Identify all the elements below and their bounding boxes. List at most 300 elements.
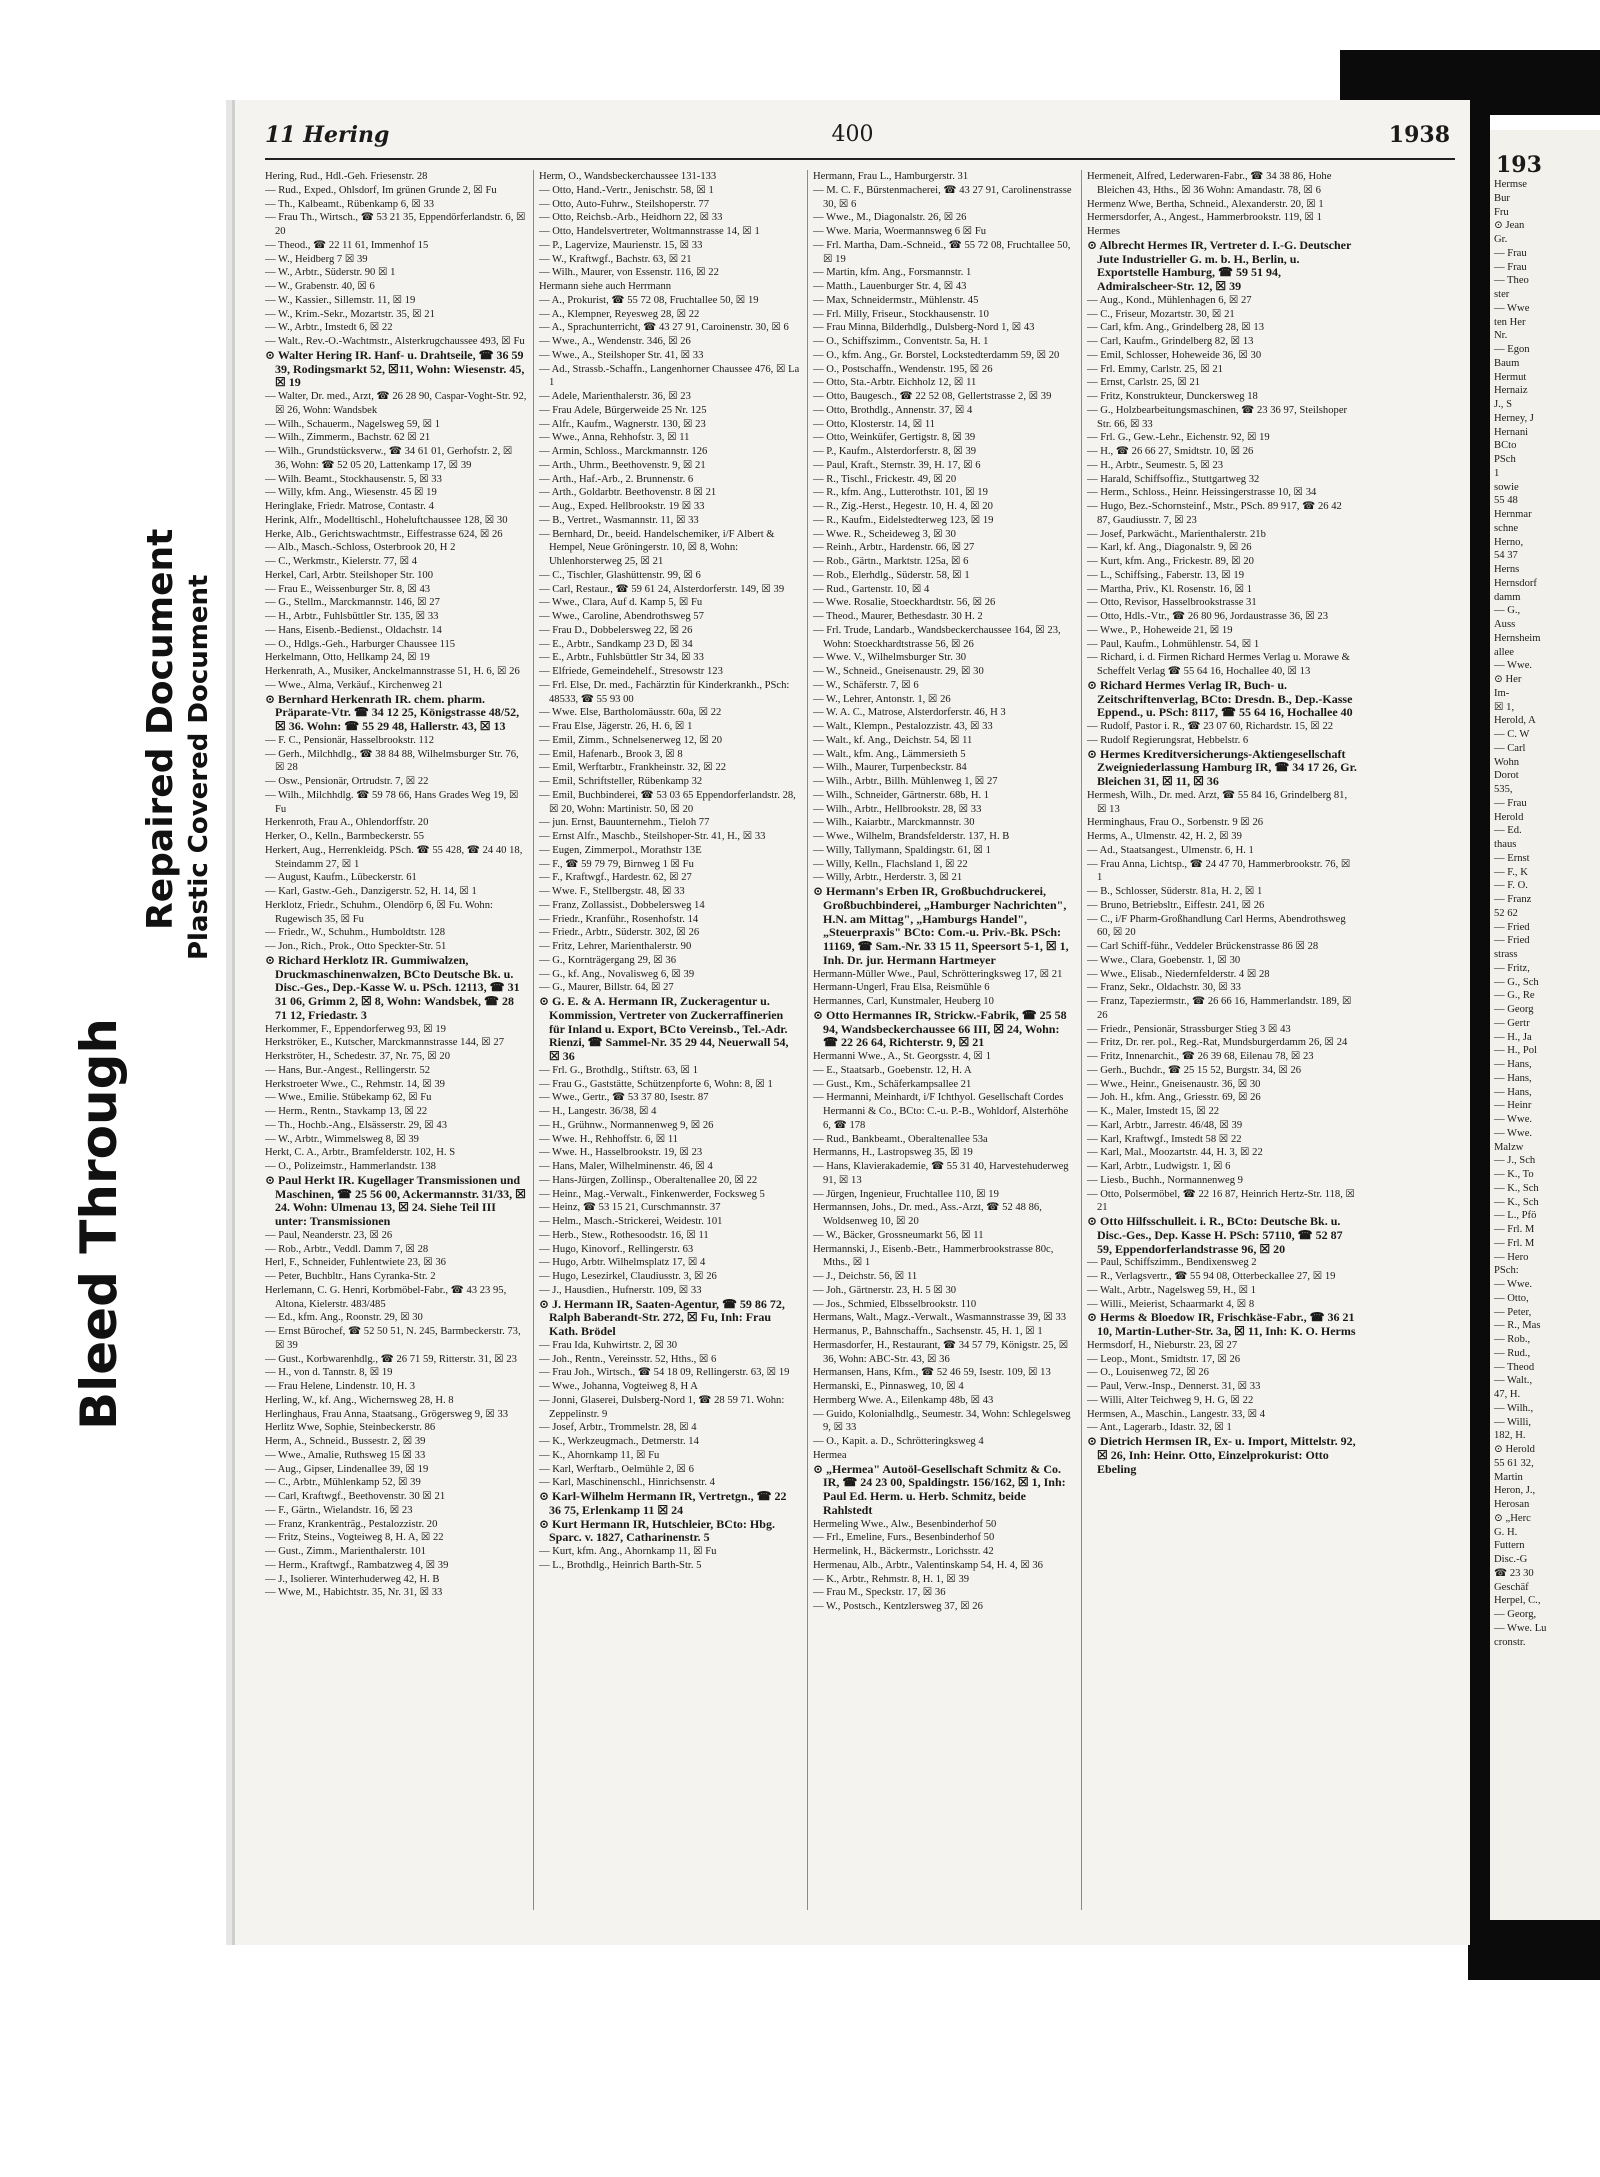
directory-entry: — H., von d. Tannstr. 8, ☒ 19 bbox=[265, 1367, 393, 1379]
directory-entry: — Willy, Arbtr., Herderstr. 3, ☒ 21 bbox=[813, 872, 963, 884]
directory-entry: — Otto, Revisor, Hasselbrookstrasse 31 bbox=[1087, 597, 1257, 609]
directory-entry: — Peter, Buchbltr., Hans Cyranka-Str. 2 bbox=[265, 1271, 436, 1282]
directory-entry: — G., kf. Ang., Novalisweg 6, ☒ 39 bbox=[539, 968, 695, 980]
next-page-entry-fragment: Futtern bbox=[1494, 1540, 1525, 1552]
next-page-entry-fragment: Baum bbox=[1494, 357, 1520, 369]
directory-entry: Hermanns, H., Lastropsweg 35, ☒ 19 bbox=[813, 1147, 973, 1159]
column-1 bbox=[265, 170, 527, 1920]
directory-entry: ⊙ Richard Hermes Verlag IR, Buch- u. Zeitschriftenverlag, BCto: Dresdn. B., Dep.-Kasse Eppend., u. PSch: 8117, ☎ 55 64 16, Hochallee 40 bbox=[1087, 677, 1353, 720]
next-page-entry-fragment: Nr. bbox=[1494, 330, 1508, 342]
directory-entry: — C., Friseur, Mozartstr. 30, ☒ 21 bbox=[1087, 308, 1235, 320]
directory-entry: — Hans, Eisenb.-Bedienst., Oldachstr. 14 bbox=[265, 624, 442, 636]
next-page-entry-fragment: Herold bbox=[1494, 811, 1524, 823]
directory-entry: Hermesh, Wilh., Dr. med. Arzt, ☎ 55 84 16, Grindelberg 81, ☒ 13 bbox=[1087, 789, 1348, 815]
next-page-entry-fragment: — Wwe. bbox=[1494, 660, 1533, 672]
directory-entry: — Frl. Martha, Dam.-Schneid., ☎ 55 72 08, Fruchtallee 50, ☒ 19 bbox=[813, 239, 1071, 265]
next-page-entry-fragment: Herno, bbox=[1494, 536, 1524, 548]
directory-entry: — Emil, Buchbinderei, ☎ 53 03 65 Eppendorferlandstr. 28, ☒ 20, Wohn: Martinistr. 50, ☒ 20 bbox=[539, 789, 796, 815]
next-page-entry-fragment: Auss bbox=[1494, 619, 1516, 630]
directory-entry: — Walt., kf. Ang., Deichstr. 54, ☒ 11 bbox=[813, 734, 973, 746]
directory-entry: — Harald, Schiffsoffiz., Stuttgartweg 32 bbox=[1087, 473, 1260, 485]
directory-entry: Hering, Rud., Hdl.-Geh. Friesenstr. 28 bbox=[265, 171, 428, 182]
column-3 bbox=[813, 170, 1075, 1920]
directory-entry: — Leop., Mont., Smidtstr. 17, ☒ 26 bbox=[1087, 1353, 1241, 1365]
next-page-entry-fragment: — Wwe bbox=[1494, 302, 1530, 314]
next-page-entry-fragment: BCto bbox=[1494, 440, 1517, 452]
next-page-entry-fragment: Herold, A bbox=[1494, 715, 1536, 727]
directory-entry: — G., Maurer, Billstr. 64, ☒ 27 bbox=[539, 982, 674, 994]
directory-entry: — Bernhard, Dr., beeid. Handelschemiker, i/F Albert & Hempel, Neue Gröningerstr. 10, ☒ 8, Wohn: Uhlenhorsterweg 25, ☒ 21 bbox=[539, 528, 775, 567]
directory-entry: Herlinghaus, Frau Anna, Staatsang., Grögersweg 9, ☒ 33 bbox=[265, 1408, 509, 1420]
directory-entry: — Karl, Gastw.-Geh., Danzigerstr. 52, H. 14, ☒ 1 bbox=[265, 886, 477, 897]
directory-entry: — F., Gärtn., Wielandstr. 16, ☒ 23 bbox=[265, 1504, 413, 1516]
directory-entry: — Wilh., Maurer, Turpenbeckstr. 84 bbox=[813, 762, 967, 774]
directory-entry: Hermenz Wwe, Bertha, Schneid., Alexanderstr. 20, ☒ 1 bbox=[1087, 198, 1324, 210]
annotation-strip bbox=[60, 430, 214, 1440]
directory-entry: Herkt, C. A., Arbtr., Bramfelderstr. 102, H. S bbox=[265, 1147, 456, 1159]
directory-entry: Herms, A., Ulmenstr. 42, H. 2, ☒ 39 bbox=[1087, 831, 1242, 842]
directory-entry: Hermersdorfer, A., Angest., Hammerbrookstr. 119, ☒ 1 bbox=[1087, 212, 1322, 224]
directory-entry: — Paul, Kaufm., Lohmühlenstr. 54, ☒ 1 bbox=[1087, 638, 1260, 650]
directory-entry: — Hugo, Bez.-Schornsteinf., Mstr., PSch. 89 917, ☎ 26 42 87, Gaudiusstr. 7, ☒ 23 bbox=[1087, 501, 1342, 526]
next-page-entry-fragment: PSch bbox=[1494, 454, 1516, 465]
directory-entry: — Frau Anna, Lichtsp., ☎ 24 47 70, Hammerbrookstr. 76, ☒ 1 bbox=[1087, 858, 1351, 884]
next-page-entry-fragment: — Hans, bbox=[1494, 1086, 1532, 1098]
directory-entry: — Frau Th., Wirtsch., ☎ 53 21 35, Eppendörferlandstr. 6, ☒ 20 bbox=[265, 212, 526, 237]
directory-entry: Herlitz Wwe, Sophie, Steinbeckerstr. 86 bbox=[265, 1422, 436, 1434]
next-page-entry-fragment: damm bbox=[1494, 591, 1521, 603]
directory-entry: — Frl. Milly, Friseur., Stockhausenstr. 10 bbox=[813, 308, 989, 320]
directory-entry: — Frau Joh., Wirtsch., ☎ 54 18 09, Rellingerstr. 63, ☒ 19 bbox=[539, 1367, 790, 1379]
directory-entry: — Wilh., Zimmerm., Bachstr. 62 ☒ 21 bbox=[265, 432, 431, 444]
next-page-entry-fragment: 1 bbox=[1494, 467, 1500, 479]
directory-entry: — Osw., Pensionär, Ortrudstr. 7, ☒ 22 bbox=[265, 776, 429, 787]
next-page-entry-fragment: — Fried bbox=[1494, 935, 1530, 947]
directory-entry: — W., Bäcker, Grossneumarkt 56, ☒ 11 bbox=[813, 1229, 984, 1241]
directory-entry: — Carl, Kaufm., Grindelberg 82, ☒ 13 bbox=[1087, 336, 1254, 347]
directory-entry: — Joh., Rentn., Vereinsstr. 52, Hths., ☒ 6 bbox=[539, 1353, 717, 1365]
directory-entry: — Josef, Arbtr., Trommelstr. 28, ☒ 4 bbox=[539, 1422, 697, 1434]
directory-entry: — L., Schiffsing., Faberstr. 13, ☒ 19 bbox=[1087, 569, 1245, 581]
directory-entry: — K., Ahornkamp 11, ☒ Fu bbox=[539, 1449, 660, 1461]
directory-entry: — Hans, Klavierakademie, ☎ 55 31 40, Harvestehuderweg 91, ☒ 13 bbox=[813, 1161, 1069, 1186]
page-header bbox=[235, 100, 1470, 162]
directory-entry: Hermes bbox=[1087, 226, 1120, 237]
directory-entry: — Franz, Zollassist., Dobbelersweg 14 bbox=[539, 899, 705, 911]
directory-entry: Herkommer, F., Eppendorferweg 93, ☒ 19 bbox=[265, 1023, 446, 1035]
directory-entry: — Theod., ☎ 22 11 61, Immenhof 15 bbox=[265, 239, 429, 251]
directory-entry: Hermansen, Hans, Kfm., ☎ 52 46 59, Isestr. 109, ☒ 13 bbox=[813, 1367, 1051, 1379]
directory-entry: — E., Staatsarb., Goebenstr. 12, H. A bbox=[813, 1064, 972, 1076]
directory-entry: — Wwe., A., Wendenstr. 346, ☒ 26 bbox=[539, 336, 691, 347]
directory-entry: — Otto, Baugesch., ☎ 22 52 08, Gellertstrasse 2, ☒ 39 bbox=[813, 391, 1052, 402]
directory-entry: Herklotz, Friedr., Schuhm., Olendörp 6, ☒ Fu. Wohn: Rugewisch 35, ☒ Fu bbox=[265, 899, 493, 925]
directory-entry: — Frl. G., Gew.-Lehr., Eichenstr. 92, ☒ 19 bbox=[1087, 432, 1270, 444]
directory-entry: — Josef, Parkwächt., Marienthalerstr. 21b bbox=[1087, 528, 1266, 540]
directory-entry: — F., Kraftwgf., Hardestr. 62, ☒ 27 bbox=[539, 872, 692, 884]
directory-entry: — Otto, Hdls.-Vtr., ☎ 26 80 96, Jordaustrasse 36, ☒ 23 bbox=[1087, 611, 1329, 622]
directory-entry: — Willy, Tallymann, Spaldingstr. 61, ☒ 1 bbox=[813, 844, 991, 856]
next-page-entry-fragment: J., S bbox=[1494, 399, 1512, 410]
directory-entry: — Wwe. H., Hasselbrookstr. 19, ☒ 23 bbox=[539, 1147, 703, 1159]
directory-entry: — Wwe., Clara, Auf d. Kamp 5, ☒ Fu bbox=[539, 597, 703, 609]
directory-entry: — Herb., Stew., Rothesoodstr. 16, ☒ 11 bbox=[539, 1229, 709, 1241]
directory-entry: — W., Kassier., Sillemstr. 11, ☒ 19 bbox=[265, 294, 416, 306]
directory-entry: — Jürgen, Ingenieur, Fruchtallee 110, ☒ 19 bbox=[813, 1188, 999, 1200]
next-page-entry-fragment: Herpel, C., bbox=[1494, 1595, 1541, 1607]
directory-entry: — H., ☎ 26 66 27, Smidtstr. 10, ☒ 26 bbox=[1087, 446, 1254, 457]
directory-entry: — Ernst Bürochef, ☎ 52 50 51, N. 245, Barmbeckerstr. 73, ☒ 39 bbox=[265, 1326, 521, 1351]
directory-entry: Hermann, Frau L., Hamburgerstr. 31 bbox=[813, 171, 969, 182]
directory-entry: — Arth., Haf.-Arb., 2. Brunnenstr. 6 bbox=[539, 473, 694, 485]
scan-edge-bottom bbox=[1468, 1920, 1600, 1980]
directory-entry: ⊙ Walter Hering IR. Hanf- u. Drahtseile, ☎ 36 59 39, Rodingsmarkt 52, ☒11, Wohn: Wiesenstr. 45, ☒ 19 bbox=[265, 347, 525, 390]
next-page-entry-fragment: — Ed. bbox=[1494, 825, 1522, 837]
directory-entry: — W., Lehrer, Antonstr. 1, ☒ 26 bbox=[813, 693, 951, 705]
directory-entry: — R., kfm. Ang., Lutterothstr. 101, ☒ 19 bbox=[813, 487, 988, 499]
next-page-entry-fragment: — Theod bbox=[1494, 1361, 1535, 1373]
directory-entry: — Hugo, Arbtr. Wilhelmsplatz 17, ☒ 4 bbox=[539, 1257, 706, 1269]
next-page-entry-fragment: — Carl bbox=[1494, 742, 1526, 754]
directory-entry: — Elfriede, Gemeindehelf., Stresowstr 123 bbox=[539, 666, 723, 677]
next-page-entry-fragment: 535, bbox=[1494, 784, 1513, 795]
directory-entry: — Karl, Werftarb., Oelmühle 2, ☒ 6 bbox=[539, 1463, 694, 1475]
directory-entry: — Martha, Priv., Kl. Rosenstr. 16, ☒ 1 bbox=[1087, 583, 1253, 595]
next-page-entry-fragment: ⊙ Herold bbox=[1494, 1444, 1535, 1455]
next-page-entry-fragment: — G., Re bbox=[1494, 990, 1535, 1002]
directory-entry: — Willy, kfm. Ang., Wiesenstr. 45 ☒ 19 bbox=[265, 487, 437, 499]
directory-entry: — Friedr., Arbtr., Süderstr. 302, ☒ 26 bbox=[539, 927, 700, 939]
next-page-entry-fragment: — Fritz, bbox=[1494, 962, 1530, 974]
directory-entry: — W., Arbtr., Süderstr. 90 ☒ 1 bbox=[265, 267, 396, 279]
directory-entry: Herkert, Aug., Herrenkleidg. PSch. ☎ 55 428, ☎ 24 40 18, Steindamm 27, ☒ 1 bbox=[265, 844, 523, 870]
page-number: 400 bbox=[831, 122, 874, 147]
directory-entry: Hermannski, J., Eisenb.-Betr., Hammerbrookstrasse 80c, Mths., ☒ 1 bbox=[813, 1243, 1054, 1269]
directory-entry: — B., Vertret., Wasmannstr. 11, ☒ 33 bbox=[539, 514, 699, 526]
directory-entry: — Otto, Reichsb.-Arb., Heidhorn 22, ☒ 33 bbox=[539, 212, 723, 224]
directory-entry: — R., Zig.-Herst., Hegestr. 10, H. 4, ☒ 20 bbox=[813, 501, 993, 512]
directory-entry: — G., Holzbearbeitungsmaschinen, ☎ 23 36 97, Steilshoper Str. 66, ☒ 33 bbox=[1087, 404, 1348, 430]
directory-entry: — Hugo, Kinovorf., Rellingerstr. 63 bbox=[539, 1243, 694, 1255]
next-page-entry-fragment: Martin bbox=[1494, 1471, 1523, 1483]
directory-entry: — Kurt, kfm. Ang., Ahornkamp 11, ☒ Fu bbox=[539, 1546, 717, 1557]
directory-entry: — Wwe. H., Rehhoffstr. 6, ☒ 11 bbox=[539, 1133, 679, 1145]
directory-entry: — Wwe., Elisab., Niedernfelderstr. 4 ☒ 28 bbox=[1087, 968, 1270, 980]
column-4 bbox=[1087, 170, 1357, 1920]
directory-entry: — Wwe. F., Stellbergstr. 48, ☒ 33 bbox=[539, 886, 685, 897]
directory-entry: — Frl. Trude, Landarb., Wandsbeckerchaussee 164, ☒ 23, Wohn: Stoeckhardtstrasse 56, ☒ 26 bbox=[813, 624, 1061, 650]
directory-entry: — Frl., Emeline, Furs., Besenbinderhof 50 bbox=[813, 1532, 995, 1544]
next-page-entry-fragment: 47, H. bbox=[1494, 1389, 1521, 1400]
bleed-through-label: Bleed Through bbox=[70, 1018, 128, 1430]
next-page-entry-fragment: — Wwe. bbox=[1494, 1279, 1533, 1290]
next-page-entry-fragment: — Frl. M bbox=[1494, 1224, 1535, 1235]
directory-entry: — Otto, Auto-Fuhrw., Steilshoperstr. 77 bbox=[539, 198, 709, 210]
directory-entry: — Aug., Exped. Hellbrookstr. 19 ☒ 33 bbox=[539, 501, 705, 512]
directory-entry: — Alb., Masch.-Schloss, Osterbrook 20, H 2 bbox=[265, 542, 456, 554]
directory-entry: Hermann siehe auch Herrmann bbox=[539, 281, 672, 292]
directory-entry: — Wwe. R., Scheideweg 3, ☒ 30 bbox=[813, 528, 956, 540]
directory-entry: — Adele, Marienthalerstr. 36, ☒ 23 bbox=[539, 391, 691, 402]
next-page-column bbox=[1490, 178, 1600, 1649]
directory-entry: — O., Hdlgs.-Geh., Harburger Chaussee 115 bbox=[265, 638, 456, 650]
directory-entry: — Wilh., Grundstücksverw., ☎ 34 61 01, Gerhofstr. 2, ☒ 36, Wohn: ☎ 52 05 20, Lattenkamp 17, ☒ 39 bbox=[265, 446, 513, 471]
directory-entry: Hermannes, Carl, Kunstmaler, Heuberg 10 bbox=[813, 996, 994, 1007]
next-page-entry-fragment: Heron, J., bbox=[1494, 1485, 1536, 1497]
directory-entry: — C., i/F Pharm-Großhandlung Carl Herms, Abendrothsweg 60, ☒ 20 bbox=[1087, 913, 1346, 939]
directory-entry: — Wwe., M., Diagonalstr. 26, ☒ 26 bbox=[813, 212, 967, 224]
directory-entry: — M. C. F., Bürstenmacherei, ☎ 43 27 91, Carolinenstrasse 30, ☒ 6 bbox=[813, 184, 1072, 210]
directory-entry: — Wilh., Schauerm., Nagelsweg 59, ☒ 1 bbox=[265, 418, 441, 430]
next-page-entry-fragment: — Otto, bbox=[1494, 1292, 1529, 1304]
directory-entry: — Wilh., Milchhdlg. ☎ 59 78 66, Hans Grades Weg 19, ☒ Fu bbox=[265, 789, 519, 815]
directory-entry: — Friedr., Pensionär, Strassburger Stieg 3 ☒ 43 bbox=[1087, 1023, 1291, 1035]
directory-entry: — Joh. H., kfm. Ang., Griesstr. 69, ☒ 26 bbox=[1087, 1092, 1261, 1104]
directory-entry: — Karl, Arbtr., Ludwigstr. 1, ☒ 6 bbox=[1087, 1161, 1231, 1172]
next-page-entry-fragment: 54 37 bbox=[1494, 550, 1518, 562]
directory-entry: — Wwe. Else, Bartholomäusstr. 60a, ☒ 22 bbox=[539, 707, 722, 719]
directory-entry: — Fritz, Innenarchit., ☎ 26 39 68, Eilenau 78, ☒ 23 bbox=[1087, 1051, 1314, 1062]
next-page-entry-fragment: — Ernst bbox=[1494, 852, 1530, 864]
next-page-entry-fragment: 55 61 32, bbox=[1494, 1457, 1534, 1469]
directory-entry: — Wwe., Gertr., ☎ 53 37 80, Isestr. 87 bbox=[539, 1092, 709, 1104]
directory-entry: — Carl, Kraftwgf., Beethovenstr. 30 ☒ 21 bbox=[265, 1491, 446, 1502]
next-page-entry-fragment: — K., Sch bbox=[1494, 1196, 1539, 1208]
directory-entry: — Carl, kfm. Ang., Grindelberg 28, ☒ 13 bbox=[1087, 322, 1265, 334]
directory-entry: — Friedr., Kranführ., Rosenhofstr. 14 bbox=[539, 913, 699, 925]
directory-entry: — Otto, Brothdlg., Annenstr. 37, ☒ 4 bbox=[813, 404, 973, 416]
directory-entry: — Carl Schiff-führ., Veddeler Brückenstrasse 86 ☒ 28 bbox=[1087, 941, 1319, 952]
directory-entry: — W., Kraftwgf., Bachstr. 63, ☒ 21 bbox=[539, 253, 692, 265]
directory-entry: — Frau Ida, Kuhwirtstr. 2, ☒ 30 bbox=[539, 1339, 678, 1351]
directory-entry: — Gust., Zimm., Marienthalerstr. 101 bbox=[265, 1546, 426, 1557]
directory-entry: — W. A. C., Matrose, Alsterdorferstr. 46, H 3 bbox=[813, 707, 1006, 719]
directory-entry: — Ernst Alfr., Maschb., Steilshoper-Str. 41, H., ☒ 33 bbox=[539, 831, 766, 842]
directory-entry: ⊙ Dietrich Hermsen IR, Ex- u. Import, Mittelstr. 92, ☒ 26, Inh: Heinr. Otto, Einzelprokurist: Otto Ebeling bbox=[1087, 1434, 1356, 1476]
directory-entry: — O., Kapit. a. D., Schrötteringksweg 4 bbox=[813, 1436, 984, 1447]
directory-entry: Hermanus, P., Bahnschaffn., Sachsenstr. 45, H. 1, ☒ 1 bbox=[813, 1326, 1043, 1337]
next-page-entry-fragment: cronstr. bbox=[1494, 1636, 1526, 1648]
next-page-entry-fragment: G. H. bbox=[1494, 1526, 1518, 1538]
directory-entry: Heringlake, Friedr. Matrose, Contastr. 4 bbox=[265, 501, 434, 512]
directory-entry: — jun. Ernst, Bauunternehm., Tieloh 77 bbox=[539, 817, 710, 829]
directory-entry: — Karl, kf. Ang., Diagonalstr. 9, ☒ 26 bbox=[1087, 542, 1252, 554]
next-page-entry-fragment: — J., Sch bbox=[1494, 1155, 1536, 1167]
directory-entry: Herkenroth, Frau A., Ohlendorffstr. 20 bbox=[265, 817, 429, 829]
next-page-entry-fragment: — G., Sch bbox=[1494, 976, 1539, 988]
directory-entry: — J., Isolierer. Winterhuderweg 42, H. B bbox=[265, 1573, 440, 1585]
directory-entry: — Fritz, Steins., Vogteiweg 8, H. A, ☒ 22 bbox=[265, 1532, 444, 1544]
directory-entry: — Wwe., Amalie, Ruthsweg 15 ☒ 33 bbox=[265, 1449, 426, 1461]
directory-entry: — L., Brothdlg., Heinrich Barth-Str. 5 bbox=[539, 1559, 702, 1571]
directory-entry: — C., Arbtr., Mühlenkamp 52, ☒ 39 bbox=[265, 1477, 421, 1489]
directory-entry: — Wwe. Maria, Woermannsweg 6 ☒ Fu bbox=[813, 226, 987, 237]
repaired-document-label: Repaired Document bbox=[140, 528, 181, 930]
directory-entry: Herkelmann, Otto, Hellkamp 24, ☒ 19 bbox=[265, 652, 430, 664]
directory-entry: — Walt., Klempn., Pestalozzistr. 43, ☒ 33 bbox=[813, 721, 993, 732]
next-page-entry-fragment: ☒ 1, bbox=[1494, 701, 1515, 713]
year-label: 1938 bbox=[1388, 122, 1450, 148]
next-page-entry-fragment: — Peter, bbox=[1494, 1306, 1532, 1318]
next-page-entry-fragment: — Theo bbox=[1494, 275, 1529, 287]
directory-entry: — P., Kaufm., Alsterdorferstr. 8, ☒ 39 bbox=[813, 446, 977, 457]
next-page-entry-fragment: — Rud., bbox=[1494, 1347, 1531, 1359]
directory-entry: Herlemann, C. G. Henri, Korbmöbel-Fabr., ☎ 43 23 95, Altona, Kielerstr. 483/485 bbox=[265, 1284, 507, 1310]
directory-entry: — R., Verlagsvertr., ☎ 55 94 08, Otterbeckallee 27, ☒ 19 bbox=[1087, 1271, 1336, 1282]
directory-entry: — Herm., Schloss., Heinr. Heissingerstrasse 10, ☒ 34 bbox=[1087, 487, 1317, 499]
directory-entry: — W., Grabenstr. 40, ☒ 6 bbox=[265, 281, 375, 292]
next-page-entry-fragment: — K., To bbox=[1494, 1169, 1534, 1180]
directory-entry: — Wwe. V., Wilhelmsburger Str. 30 bbox=[813, 652, 967, 664]
next-page-entry-fragment: 52 62 bbox=[1494, 907, 1518, 919]
directory-entry: — Wwe., P., Hoheweide 21, ☒ 19 bbox=[1087, 624, 1233, 636]
directory-entry: — Otto, Klosterstr. 14, ☒ 11 bbox=[813, 418, 936, 430]
directory-entry: — J., Deichstr. 56, ☒ 11 bbox=[813, 1271, 918, 1282]
scan-edge-right bbox=[1468, 50, 1490, 1920]
next-page-entry-fragment: — Georg, bbox=[1494, 1609, 1537, 1620]
directory-entry: Hermsdorf, H., Nieburstr. 23, ☒ 27 bbox=[1087, 1339, 1238, 1351]
directory-entry: Herm, A., Schneid., Bussestr. 2, ☒ 39 bbox=[265, 1436, 426, 1447]
column-2 bbox=[539, 170, 801, 1920]
directory-entry: — O., Postschaffn., Wendenstr. 195, ☒ 26 bbox=[813, 363, 993, 375]
directory-entry: — Frau Helene, Lindenstr. 10, H. 3 bbox=[265, 1381, 416, 1392]
directory-entry: Herl, F., Schneider, Fuhlentwiete 23, ☒ 36 bbox=[265, 1257, 446, 1269]
directory-entry: — Fritz, Dr. rer. pol., Reg.-Rat, Mundsburgerdamm 26, ☒ 24 bbox=[1087, 1037, 1348, 1049]
next-page-entry-fragment: — Walt., bbox=[1494, 1375, 1533, 1387]
next-page-entry-fragment: Geschäf bbox=[1494, 1581, 1529, 1593]
directory-entry: — B., Schlosser, Süderstr. 81a, H. 2, ☒ 1 bbox=[1087, 886, 1263, 897]
next-page-entry-fragment: Herns bbox=[1494, 564, 1520, 575]
directory-entry: — Heinr., Mag.-Verwalt., Finkenwerder, Focksweg 5 bbox=[539, 1188, 765, 1200]
directory-entry: Herke, Alb., Gerichtswachtmstr., Eiffestrasse 624, ☒ 26 bbox=[265, 528, 503, 540]
directory-entry: — A., Klempner, Reyesweg 28, ☒ 22 bbox=[539, 308, 700, 320]
next-page-entry-fragment: ten Her bbox=[1494, 316, 1526, 328]
directory-entry: — Frl. G., Brothdlg., Stiftstr. 63, ☒ 1 bbox=[539, 1064, 698, 1076]
directory-entry: — Rud., Exped., Ohlsdorf, Im grünen Grunde 2, ☒ Fu bbox=[265, 184, 497, 196]
directory-entry: — Kurt, kfm. Ang., Frickestr. 89, ☒ 20 bbox=[1087, 556, 1254, 567]
plastic-covered-label: Plastic Covered Document bbox=[184, 574, 214, 960]
directory-entry: — F. C., Pensionär, Hasselbrookstr. 112 bbox=[265, 734, 435, 746]
directory-entry: — Wilh., Arbtr., Billh. Mühlenweg 1, ☒ 27 bbox=[813, 776, 998, 787]
directory-entry: — Heinz, ☎ 53 15 21, Curschmannstr. 37 bbox=[539, 1202, 721, 1214]
directory-page bbox=[232, 100, 1470, 1945]
directory-entry: — W., Arbtr., Imstedt 6, ☒ 22 bbox=[265, 322, 393, 334]
next-page-entry-fragment: ⊙ „Herc bbox=[1494, 1512, 1531, 1524]
directory-entry: — Hans, Maler, Wilhelminenstr. 46, ☒ 4 bbox=[539, 1161, 713, 1172]
directory-entry: — Rudolf Regierungsrat, Hebbelstr. 6 bbox=[1087, 734, 1249, 746]
directory-entry: ⊙ Richard Herklotz IR. Gummiwalzen, Druckmaschinenwalzen, BCto Deutsche Bk. u. Disc.-Ges., Dep.-Kasse W. u. PSch. 12113, ☎ 31 31 06, Grimm 2, ☒ 8, Wohn: Wandsbek, ☎ 28 71 12, Friedastr. 3 bbox=[265, 952, 520, 1022]
next-page-entry-fragment: Fru bbox=[1494, 206, 1509, 218]
next-page-entry-fragment: — L., Pfö bbox=[1494, 1210, 1537, 1222]
directory-entry: — Wwe., Emilie. Stübekamp 62, ☒ Fu bbox=[265, 1092, 432, 1104]
next-page-entry-fragment: 182, H. bbox=[1494, 1430, 1526, 1442]
directory-entry: — Ernst, Carlstr. 25, ☒ 21 bbox=[1087, 377, 1201, 389]
next-page-entry-fragment: PSch: bbox=[1494, 1265, 1519, 1277]
directory-entry: — Karl, Maschinenschl., Hinrichsenstr. 4 bbox=[539, 1477, 715, 1489]
next-page-entry-fragment: — K., Sch bbox=[1494, 1182, 1539, 1194]
directory-entry: — Franz, Sekr., Oldachstr. 30, ☒ 33 bbox=[1087, 982, 1241, 994]
directory-entry: — Theod., Maurer, Bethesdastr. 30 H. 2 bbox=[813, 611, 983, 622]
next-page-entry-fragment: — Heinr bbox=[1494, 1100, 1532, 1112]
next-page-entry-fragment: — H., Pol bbox=[1494, 1045, 1537, 1057]
header-rule bbox=[265, 158, 1455, 160]
next-page-entry-fragment: — Hans, bbox=[1494, 1059, 1532, 1070]
directory-entry: — Hans, Bur.-Angest., Rellingerstr. 52 bbox=[265, 1064, 431, 1076]
directory-entry: — Rud., Gartenstr. 10, ☒ 4 bbox=[813, 583, 930, 595]
directory-entry: — Walt., Arbtr., Nagelsweg 59, H., ☒ 1 bbox=[1087, 1284, 1257, 1296]
section-heading: 11 Hering bbox=[265, 122, 390, 148]
directory-entry: — F., ☎ 59 79 79, Birnweg 1 ☒ Fu bbox=[539, 858, 694, 870]
directory-entry: — Frau D., Dobbelersweg 22, ☒ 26 bbox=[539, 624, 693, 636]
next-page-entry-fragment: — Hans, bbox=[1494, 1072, 1532, 1084]
directory-entry: — R., Kaufm., Eidelstedterweg 123, ☒ 19 bbox=[813, 514, 994, 526]
next-page-entry-fragment: Herosan bbox=[1494, 1499, 1530, 1510]
directory-entry: Hermeneit, Alfred, Lederwaren-Fabr., ☎ 34 38 86, Hohe Bleichen 43, Hths., ☒ 36 Wohn: Amandastr. 78, ☒ 6 bbox=[1087, 171, 1332, 196]
directory-entry: — Martin, kfm. Ang., Forsmannstr. 1 bbox=[813, 267, 972, 279]
directory-entry: ⊙ Kurt Hermann IR, Hutschleier, BCto: Hbg. Sparc. v. 1827, Catharinenstr. 5 bbox=[539, 1516, 775, 1545]
next-page-entry-fragment: — H., Ja bbox=[1494, 1031, 1532, 1043]
directory-entry: — Reinh., Arbtr., Hardenstr. 66, ☒ 27 bbox=[813, 542, 975, 554]
directory-entry: — Hugo, Lesezirkel, Claudiusstr. 3, ☒ 26 bbox=[539, 1271, 717, 1282]
next-page-year: 193 bbox=[1496, 152, 1542, 178]
next-page-entry-fragment: Disc.-G bbox=[1494, 1554, 1528, 1565]
next-page-entry-fragment: — Gertr bbox=[1494, 1017, 1530, 1029]
directory-entry: ⊙ Paul Herkt IR. Kugellager Transmissionen und Maschinen, ☎ 25 56 00, Ackermannstr. 31/33, ☒ 24. Wohn: Ulmenau 13, ☒ 24. Siehe Teil III unter: Transmissionen bbox=[265, 1172, 526, 1228]
next-page-entry-fragment: — Wilh., bbox=[1494, 1402, 1534, 1414]
directory-entry: — Karl, Kraftwgf., Imstedt 58 ☒ 22 bbox=[1087, 1133, 1242, 1145]
directory-entry: — Ant., Lagerarb., Idastr. 32, ☒ 1 bbox=[1087, 1422, 1232, 1434]
directory-entry: ⊙ Albrecht Hermes IR, Vertreter d. I.-G. Deutscher Jute Industrieller G. m. b. H., Berlin, u. Exportstelle Hamburg, ☎ 59 51 94, Admiralscheer-Str. 12, ☒ 39 bbox=[1087, 237, 1352, 293]
next-page-entry-fragment: ster bbox=[1494, 289, 1510, 300]
next-page-fragment bbox=[1490, 130, 1600, 1920]
directory-entry: Hermenau, Alb., Arbtr., Valentinskamp 54, H. 4, ☒ 36 bbox=[813, 1559, 1043, 1571]
directory-entry: — Frau Adele, Bürgerweide 25 Nr. 125 bbox=[539, 404, 707, 416]
next-page-entry-fragment: — F., K bbox=[1494, 866, 1528, 878]
next-page-entry-fragment: — Frau bbox=[1494, 247, 1527, 259]
directory-entry: — W., Arbtr., Wimmelsweg 8, ☒ 39 bbox=[265, 1133, 419, 1145]
directory-entry: — Wwe., Caroline, Abendrothsweg 57 bbox=[539, 611, 704, 622]
directory-entry: ⊙ „Hermea" Autoöl-Gesellschaft Schmitz & Co. IR, ☎ 24 23 00, Spaldingstr. 156/162, ☒ 1, Inh: Paul Ed. Herm. u. Herb. Schmitz, beide Rahlstedt bbox=[813, 1461, 1066, 1517]
directory-entry: — Emil, Werftarbtr., Frankheinstr. 32, ☒ 22 bbox=[539, 762, 727, 774]
directory-entry: — O., Polizeimstr., Hammerlandstr. 138 bbox=[265, 1161, 436, 1172]
next-page-entry-fragment: — Frl. M bbox=[1494, 1237, 1535, 1249]
directory-entry: Herkstroeter Wwe., C., Rehmstr. 14, ☒ 39 bbox=[265, 1078, 445, 1090]
directory-entry: ⊙ Herms & Bloedow IR, Frischkäse-Fabr., ☎ 36 21 10, Martin-Luther-Str. 3a, ☒ 11, Inh: K. O. Herms bbox=[1087, 1310, 1356, 1338]
next-page-entry-fragment: allee bbox=[1494, 646, 1514, 658]
directory-entry: — Joh., Gärtnerstr. 23, H. 5 ☒ 30 bbox=[813, 1284, 957, 1296]
directory-entry: ⊙ G. E. & A. Hermann IR, Zuckeragentur u. Kommission, Vertreter von Zuckerraffinerien für Inland u. Export, BCto Vereinsb., Tel.-Adr. Rienzi, ☎ Sammel-Nr. 35 29 44, Neuerwall 54, ☒ 36 bbox=[539, 994, 789, 1063]
directory-entry: — Richard, i. d. Firmen Richard Hermes Verlag u. Morawe & Scheffelt Verlag ☎ 55 64 16, Hochallee 40, ☒ 13 bbox=[1087, 652, 1350, 677]
directory-entry: — Wilh., Kaiarbtr., Marckmannstr. 30 bbox=[813, 817, 975, 829]
directory-entry: — P., Lagervize, Maurienstr. 15, ☒ 33 bbox=[539, 239, 703, 251]
column-divider bbox=[1081, 170, 1082, 1910]
directory-entry: ⊙ Hermann's Erben IR, Großbuchdruckerei, Großbuchbinderei, „Hamburger Nachrichten", H.N. am Mittag", „Hamburgs Handel", „Steuerpraxis" BCto: Com.-u. Priv.-Bk. PSch: 11169, ☎ Sam.-Nr. 33 15 11, Speersort 5-1, ☒ 1, Inh. Dr. jur. Hermann Hartmeyer bbox=[813, 884, 1069, 967]
directory-entry: — Wilh., Arbtr., Hellbrookstr. 28, ☒ 33 bbox=[813, 803, 982, 815]
directory-entry: — Otto, Handelsvertreter, Woltmannstrasse 14, ☒ 1 bbox=[539, 226, 760, 237]
directory-entry: — Paul, Neanderstr. 23, ☒ 26 bbox=[265, 1229, 393, 1241]
directory-entry: — Otto, Sta.-Arbtr. Eichholz 12, ☒ 11 bbox=[813, 377, 977, 389]
directory-entry: — Franz, Tapeziermstr., ☎ 26 66 16, Hammerlandstr. 189, ☒ 26 bbox=[1087, 996, 1352, 1021]
directory-entry: — H., Langestr. 36/38, ☒ 4 bbox=[539, 1106, 657, 1117]
directory-entry: Hermannsen, Johs., Dr. med., Ass.-Arzt, ☎ 52 48 86, Woldsenweg 10, ☒ 20 bbox=[813, 1202, 1042, 1227]
directory-entry: — Frau E., Weissenburger Str. 8, ☒ 43 bbox=[265, 583, 431, 595]
directory-entry: — Wwe., Clara, Goebenstr. 1, ☒ 30 bbox=[1087, 954, 1241, 966]
directory-entry: Hermelink, H., Bäckermstr., Lorichsstr. 42 bbox=[813, 1546, 994, 1557]
directory-entry: — K., Arbtr., Rehmstr. 8, H. 1, ☒ 39 bbox=[813, 1573, 970, 1585]
next-page-entry-fragment: — G., bbox=[1494, 605, 1521, 617]
directory-entry: Herink, Alfr., Modelltischl., Hoheluftchaussee 128, ☒ 30 bbox=[265, 514, 508, 526]
directory-entry: — E., Arbtr., Fuhlsbüttler Str 34, ☒ 33 bbox=[539, 652, 704, 664]
